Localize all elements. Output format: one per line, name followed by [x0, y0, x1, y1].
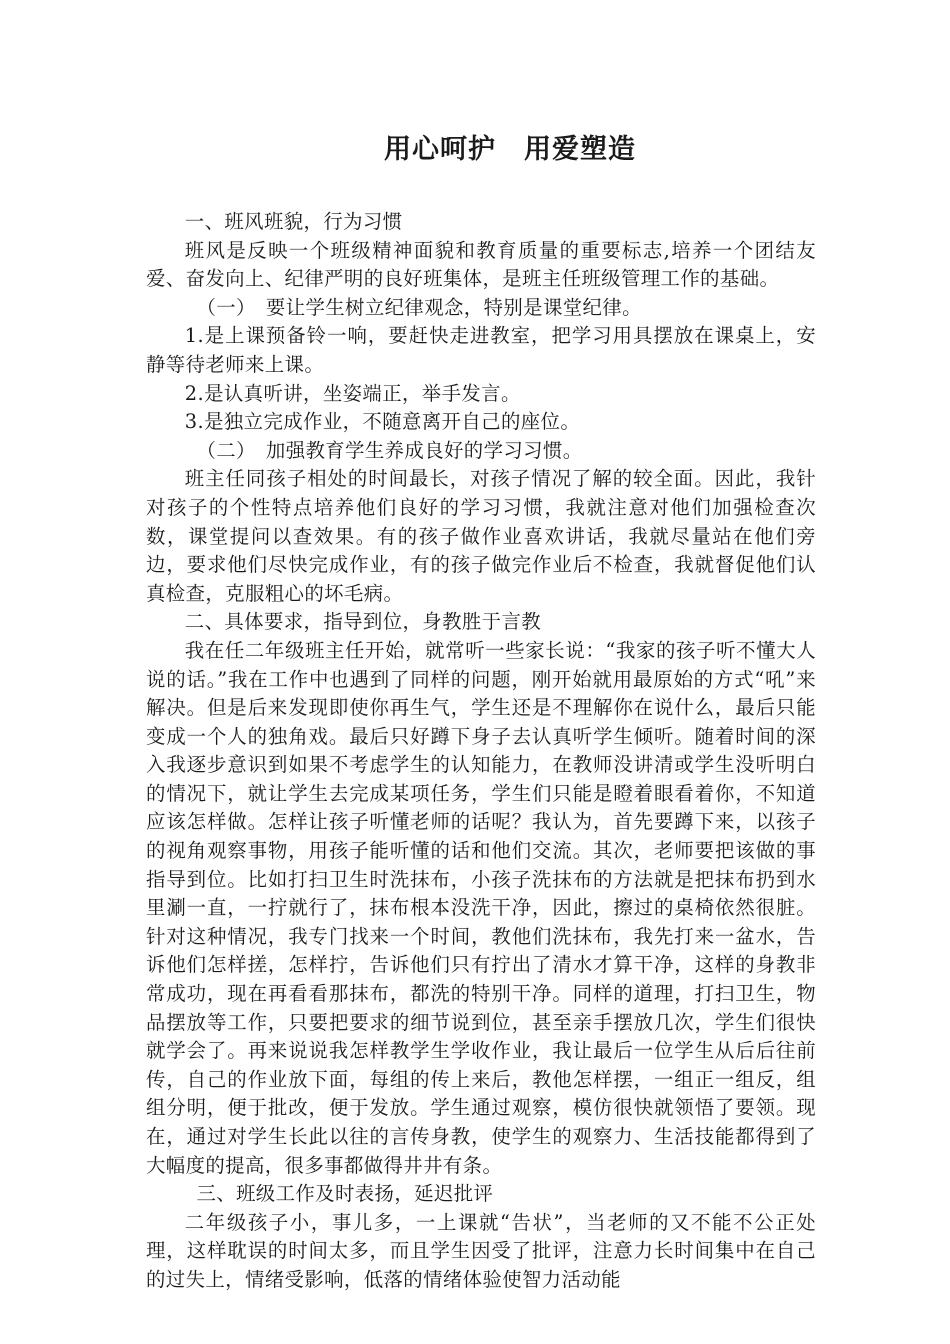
paragraph: 班主任同孩子相处的时间最长，对孩子情况了解的较全面。因此，我针对孩子的个性特点培养他们良好的学习习惯，我就注意对他们加强检查次数，课堂提问以查效果。有的孩子做作业喜欢讲话，我就尽量站在他们旁边，要求他们尽快完成作业，有的孩子做完作业后不检查，我就督促他们认真检查，克服粗心的坏毛病。 — [146, 467, 816, 605]
section-heading-1: 一、班风班貌，行为习惯 — [184, 210, 403, 233]
list-item: 1.是上课预备铃一响，要赶快走进教室，把学习用具摆放在课桌上，安静等待老师来上课。 — [146, 324, 816, 376]
subsection-heading-1: （一） 要让学生树立纪律观念，特别是课堂纪律。 — [196, 295, 642, 319]
list-item: 2.是认真听讲，坐姿端正，举手发言。 — [184, 381, 521, 405]
document-title: 用心呵护 用爱塑造 — [384, 134, 636, 165]
section-heading-2: 二、具体要求，指导到位，身教胜于言教 — [184, 610, 542, 634]
section-heading-3: 三、班级工作及时表扬，延迟批评 — [196, 1182, 494, 1206]
paragraph: 我在任二年级班主任开始，就常听一些家长说：“我家的孩子听不懂大人说的话。”我在工作中也遇到了同样的问题，刚开始就用最原始的方式“吼”来解决。但是后来发现即使你再生气，学生还是不理解你在说什么，最后只能变成一个人的独角戏。最后只好蹲下身子去认真听学生倾听。随着时间的深入我逐步意识到如果不考虑学生的认知能力，在教师没讲清或学生没听明白的情况下，就让学生去完成某项任务，学生们只能是瞪着眼看着你，不知道应该怎样做。怎样让孩子听懂老师的话呢？我认为，首先要蹲下来，以孩子的视角观察事物，用孩子能听懂的话和他们交流。其次，老师要把该做的事指导到位。比如打扫卫生时洗抹布，小孩子洗抹布的方法就是把抹布扔到水里涮一直，一拧就行了，抹布根本没洗干净，因此，擦过的桌椅依然很脏。针对这种情况，我专门找来一个时间，教他们洗抹布，我先打来一盆水，告诉他们怎样搓，怎样拧，告诉他们只有拧出了清水才算干净，这样的身教非常成功，现在再看看那抹布，都洗的特别干净。同样的道理，打扫卫生，物品摆放等工作，只要把要求的细节说到位，甚至亲手摆放几次，学生们很快就学会了。再来说说我怎样教学生学收作业，我让最后一位学生从后后往前传，自己的作业放下面，每组的传上来后，教他怎样摆，一组正一组反，组组分明，便于批改，便于发放。学生通过观察，模仿很快就领悟了要领。现在，通过对学生长此以往的言传身教，使学生的观察力、生活技能都得到了大幅度的提高，很多事都做得井井有条。 — [146, 638, 816, 1177]
paragraph: 班风是反映一个班级精神面貌和教育质量的重要标志,培养一个团结友爱、奋发向上、纪律严明的良好班集体，是班主任班级管理工作的基础。 — [146, 238, 816, 291]
paragraph: 二年级孩子小，事儿多，一上课就“告状”，当老师的又不能不公正处理，这样耽误的时间太多，而且学生因受了批评，注意力长时间集中在自己的过失上，情绪受影响，低落的情绪体验使智力活动能 — [146, 1210, 816, 1291]
document-page — [146, 128, 816, 1295]
subsection-heading-2: （二） 加强教育学生养成良好的学习习惯。 — [196, 438, 583, 462]
list-item: 3.是独立完成作业，不随意离开自己的座位。 — [184, 410, 581, 434]
